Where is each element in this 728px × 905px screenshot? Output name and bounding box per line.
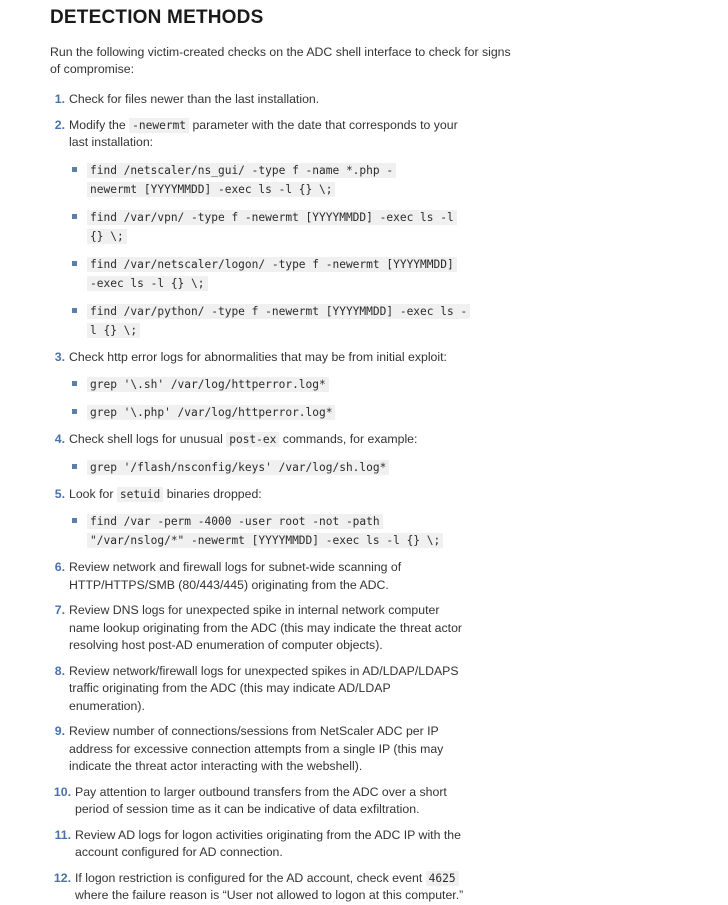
bullet-square-icon (72, 381, 77, 386)
list-item (50, 559, 469, 594)
detection-steps-list (50, 91, 728, 905)
list-item (50, 117, 469, 340)
list-item-text-after: commands, for example: (279, 432, 418, 446)
list-item (69, 375, 469, 394)
list-item (50, 486, 469, 551)
bullet-square-icon (72, 464, 77, 469)
list-item (69, 208, 469, 246)
list-marker: 7. (54, 603, 65, 617)
command-text: find /netscaler/ns_gui/ -type f -name *.php -newermt [YYYYMMDD] -exec ls -l {} \; (87, 163, 396, 197)
command-text: find /var/python/ -type f -newermt [YYYYMMDD] -exec ls -l {} \; (87, 304, 470, 338)
command-list (69, 512, 469, 550)
list-item (50, 870, 475, 905)
list-item-text-after: parameter with the date that corresponds to your last installation: (69, 117, 458, 149)
command-text: grep '\.php' /var/log/httperror.log* (87, 405, 335, 420)
page-title: DETECTION METHODS (50, 7, 264, 28)
command-list (69, 161, 469, 340)
list-item-text: Review DNS logs for unexpected spike in internal network computer name lookup originating from the ADC (this may indicate the threat actor resolving host post-AD enumeration of computer objects). (69, 603, 463, 652)
list-item (69, 255, 459, 293)
list-marker: 9. (54, 724, 65, 738)
bullet-square-icon (72, 518, 77, 523)
list-item (69, 512, 469, 550)
intro-paragraph: Run the following victim-created checks on the ADC shell interface to check for signs of compromise: (50, 45, 511, 76)
list-item-text-before: Check shell logs for unusual (69, 432, 227, 446)
list-marker: 10. (53, 784, 71, 799)
list-marker: 8. (54, 663, 65, 678)
list-item (50, 827, 475, 862)
list-item-text: Check for files newer than the last installation. (69, 92, 320, 106)
list-item-text: Check http error logs for abnormalities that may be from initial exploit: (69, 349, 447, 364)
inline-code: setuid (117, 487, 163, 502)
list-item-text-before: If logon restriction is configured for the AD account, check event (75, 870, 426, 885)
bullet-square-icon (72, 214, 77, 219)
list-marker: 5. (54, 486, 65, 501)
list-item (69, 161, 417, 199)
command-text: find /var/vpn/ -type f -newermt [YYYYMMDD] -exec ls -l {} \; (87, 210, 457, 244)
bullet-square-icon (72, 167, 77, 172)
list-marker: 6. (54, 560, 65, 574)
command-text: grep '/flash/nsconfig/keys' /var/log/sh.log* (87, 460, 389, 475)
document-page (0, 7, 728, 905)
list-item (50, 784, 475, 819)
list-marker: 1. (54, 92, 65, 106)
command-text: find /var -perm -4000 -user root -not -path "/var/nslog/*" -newermt [YYYYMMDD] -exec ls -l {} \; (87, 514, 443, 548)
list-item (50, 91, 469, 109)
list-item (50, 663, 469, 716)
list-item-text-after: binaries dropped: (163, 486, 262, 501)
list-item-text: Review number of connections/sessions from NetScaler ADC per IP address for excessive connection attempts from a single IP (this may indicate the threat actor interacting with the webshell). (69, 724, 444, 773)
list-marker: 2. (54, 117, 65, 132)
command-text: grep '\.sh' /var/log/httperror.log* (87, 377, 329, 392)
list-marker: 12. (53, 870, 71, 885)
list-marker: 11. (54, 827, 71, 842)
command-list (69, 375, 469, 422)
bullet-square-icon (72, 409, 77, 414)
list-item-text: Review AD logs for logon activities originating from the ADC IP with the account configured for AD connection. (75, 827, 461, 859)
command-text: find /var/netscaler/logon/ -type f -newermt [YYYYMMDD] -exec ls -l {} \; (87, 257, 457, 291)
list-item (50, 723, 469, 776)
list-item (69, 302, 469, 340)
command-list (69, 458, 469, 477)
list-marker: 3. (54, 349, 65, 364)
list-item-text: Pay attention to larger outbound transfers from the ADC over a short period of session time as it can be indicative of data exfiltration. (75, 784, 447, 816)
list-item-text-before: Modify the (69, 117, 130, 132)
inline-code: post-ex (226, 432, 279, 447)
list-item (69, 403, 469, 422)
bullet-square-icon (72, 308, 77, 313)
list-item-text-after: where the failure reason is “User not allowed to logon at this computer.” (75, 888, 464, 902)
list-item-text-before: Look for (69, 486, 117, 501)
inline-code: 4625 (426, 871, 459, 886)
list-item (69, 458, 469, 477)
list-marker: 4. (54, 432, 65, 446)
list-item-text: Review network/firewall logs for unexpected spikes in AD/LDAP/LDAPS traffic originating from the ADC (this may indicate AD/LDAP enumeration). (69, 663, 459, 713)
list-item (50, 349, 469, 423)
list-item (50, 602, 469, 655)
list-item-text: Review network and firewall logs for subnet-wide scanning of HTTP/HTTPS/SMB (80/443/445) originating from the ADC. (69, 560, 402, 592)
inline-code: -newermt (129, 118, 189, 133)
bullet-square-icon (72, 261, 77, 266)
list-item (50, 431, 469, 477)
